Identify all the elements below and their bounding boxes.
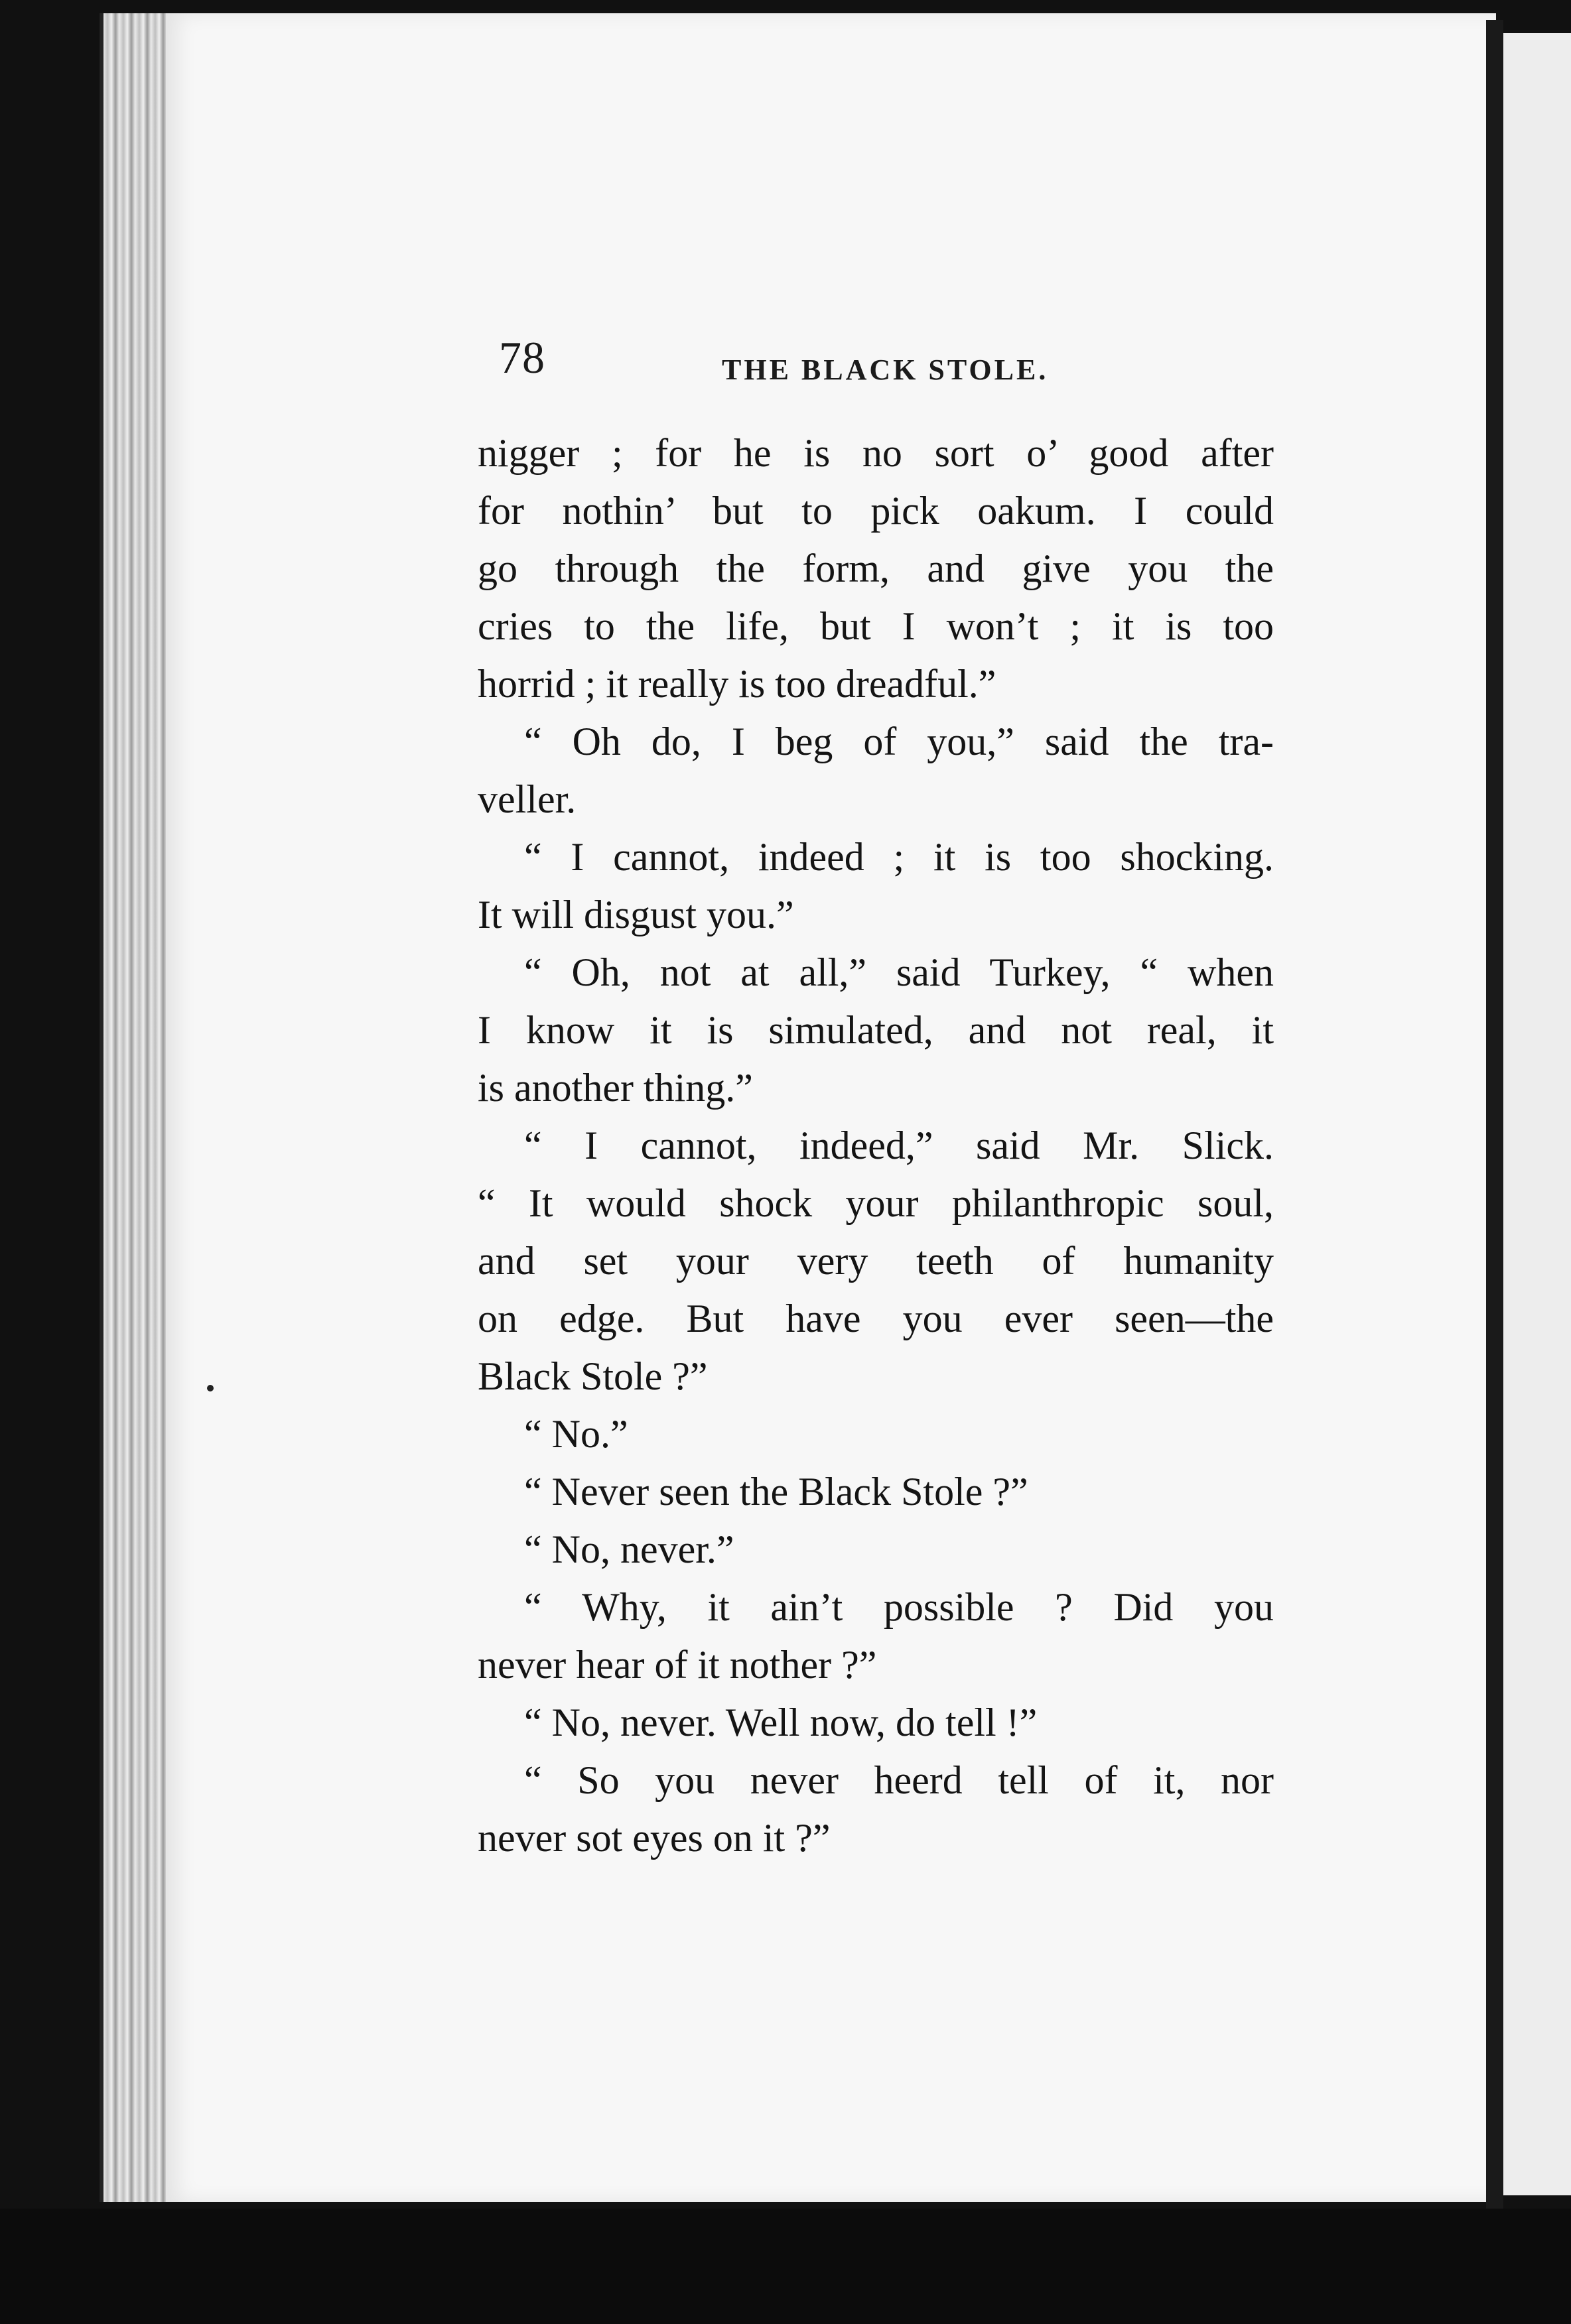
text-line: is another thing.” <box>478 1066 753 1110</box>
text-line: veller. <box>478 777 577 821</box>
text-line: “ It would shock your philanthropic soul, <box>478 1181 1274 1225</box>
text-line: “ No.” <box>524 1412 628 1456</box>
text-line: on edge. But have you ever seen—the <box>478 1297 1274 1340</box>
text-line: cries to the life, but I won’t ; it is too <box>478 604 1274 648</box>
facing-page-edge <box>1503 33 1571 2195</box>
text-line: never sot eyes on it ?” <box>478 1816 831 1860</box>
body-text <box>478 424 1274 1867</box>
text-line: I know it is simulated, and not real, it <box>478 1008 1274 1052</box>
text-line: Black Stole ?” <box>478 1354 708 1398</box>
text-line: “ No, never.” <box>524 1527 734 1571</box>
text-line: “ So you never heerd tell of it, nor <box>524 1758 1274 1802</box>
text-line: and set your very teeth of humanity <box>478 1239 1274 1283</box>
running-head: THE BLACK STOLE. <box>722 354 1049 386</box>
scan-bottom-border <box>0 2209 1571 2324</box>
text-line: “ Never seen the Black Stole ?” <box>524 1470 1028 1514</box>
text-line: for nothin’ but to pick oakum. I could <box>478 489 1274 533</box>
text-line: “ No, never. Well now, do tell !” <box>524 1701 1038 1744</box>
text-line: “ I cannot, indeed,” said Mr. Slick. <box>524 1124 1274 1167</box>
text-line: It will disgust you.” <box>478 893 794 936</box>
text-line: “ Why, it ain’t possible ? Did you <box>524 1585 1274 1629</box>
gutter-shadow <box>1486 20 1503 2215</box>
page-number: 78 <box>499 332 545 383</box>
ink-speck <box>207 1385 214 1391</box>
text-line: horrid ; it really is too dreadful.” <box>478 662 996 706</box>
page-edges <box>100 13 176 2202</box>
text-line: nigger ; for he is no sort o’ good after <box>478 431 1274 475</box>
text-line: “ Oh, not at all,” said Turkey, “ when <box>524 950 1274 994</box>
text-line: “ Oh do, I beg of you,” said the tra- <box>524 720 1274 763</box>
text-line: never hear of it nother ?” <box>478 1643 877 1687</box>
text-line: go through the form, and give you the <box>478 547 1274 590</box>
text-line: “ I cannot, indeed ; it is too shocking. <box>524 835 1274 879</box>
